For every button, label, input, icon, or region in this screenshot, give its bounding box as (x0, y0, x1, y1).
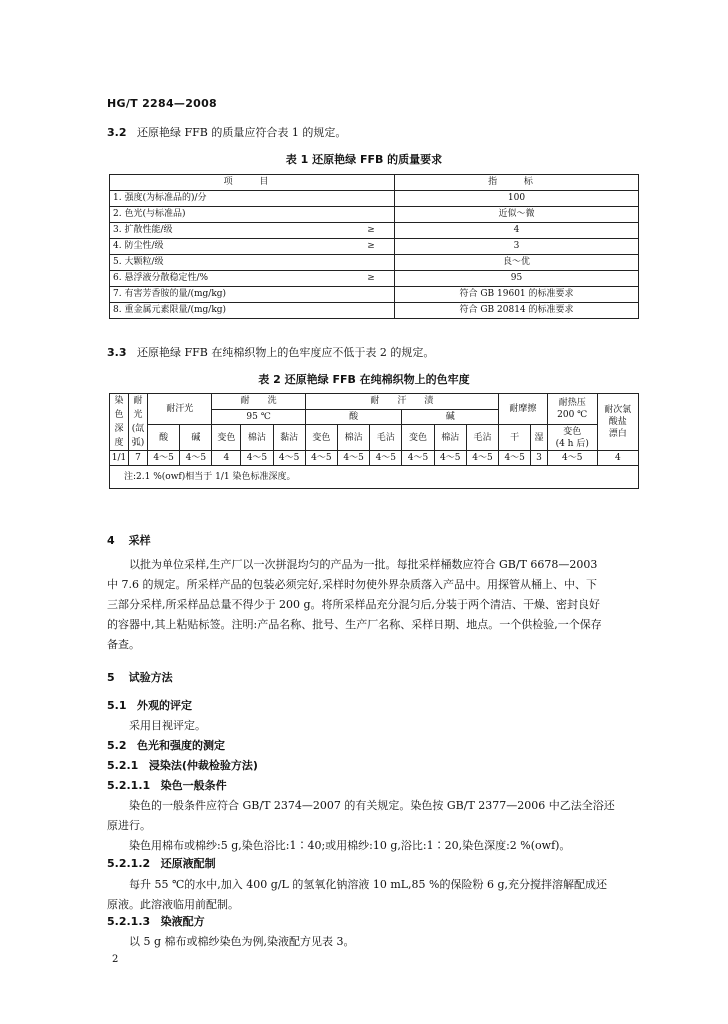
header-rubbing: 耐摩擦 (499, 394, 548, 425)
sub-header: 毛沾 (370, 425, 402, 451)
table-row (110, 451, 639, 466)
clause-text: 还原艳绿 FFB 的质量应符合表 1 的规定。 (137, 126, 347, 139)
row-value: 符合 GB 20814 的标准要求 (395, 303, 639, 319)
clause-number: 5.2.1.3 (107, 915, 151, 928)
row-operator (348, 255, 395, 271)
table-header-row (110, 175, 639, 191)
value-cell: 4～5 (241, 451, 273, 466)
section-title: 采样 (128, 534, 151, 547)
clause-number: 5.2 (107, 739, 127, 752)
table-header-row (110, 425, 639, 451)
sub-header: 变色 (402, 425, 434, 451)
table-row (110, 207, 639, 223)
value-cell: 4～5 (402, 451, 434, 466)
row-value: 良～优 (395, 255, 639, 271)
clause-title: 染液配方 (160, 915, 205, 928)
row-item: 8. 重金属元素限量/(mg/kg) (110, 303, 349, 319)
section-title: 试验方法 (128, 671, 173, 684)
clause-3-2 (107, 126, 346, 140)
value-cell: 4～5 (273, 451, 305, 466)
header-light-line: 耐 (133, 396, 143, 406)
value-cell: 4～5 (148, 451, 180, 466)
table-row (110, 271, 639, 287)
clause-number: 5.2.1 (107, 759, 139, 772)
sub-header: 变色 (305, 425, 337, 451)
value-cell: 7 (129, 451, 148, 466)
section-number: 4 (107, 534, 115, 547)
body-line: 原液。此溶液临用前配制。 (107, 898, 239, 911)
clause-5-1 (107, 699, 192, 713)
clause-number: 3.2 (107, 126, 127, 139)
header-chlorine-line: 漂白 (608, 429, 627, 439)
body-line: 中 7.6 的规定。所采样产品的包装必须完好,采样时勿使外界杂质落入产品中。用探管从桶上、中、下 (107, 578, 597, 591)
header-chlorine-line: 酸盐 (608, 417, 627, 427)
value-cell: 4 (597, 451, 638, 466)
clause-5-2-1-1-body (107, 796, 641, 856)
clause-title: 色光和强度的测定 (137, 739, 225, 752)
body-line: 以批为单位采样,生产厂以一次拼混均匀的产品为一批。每批采样桶数应符合 GB/T 6678—2003 (129, 558, 598, 571)
header-hot-press (547, 394, 597, 425)
section-number: 5 (107, 671, 115, 684)
value-cell: 4～5 (547, 451, 597, 466)
table-row (110, 191, 639, 207)
header-hot-line: 200 ℃ (557, 410, 588, 421)
header-acid: 酸 (305, 409, 402, 425)
table-header-row (110, 394, 639, 410)
row-item: 2. 色光(与标准品) (110, 207, 349, 223)
sub-header: 棉沾 (337, 425, 369, 451)
clause-text: 还原艳绿 FFB 在纯棉织物上的色牢度应不低于表 2 的规定。 (137, 346, 435, 359)
body-line: 三部分采样,所采样品总量不得少于 200 g。将所采样品充分混匀后,分装于两个清洁、干燥、密封良好 (107, 598, 601, 611)
clause-title: 还原液配制 (160, 857, 216, 870)
section-5-heading (107, 671, 173, 685)
table-note: 注:2.1 %(owf)相当于 1/1 染色标准深度。 (110, 466, 639, 489)
row-value: 3 (395, 239, 639, 255)
value-cell: 3 (531, 451, 548, 466)
header-index: 指 标 (395, 175, 639, 191)
clause-5-2-1-3-text: 以 5 g 棉布或棉纱染色为例,染液配方见表 3。 (129, 935, 355, 948)
clause-5-2-1-1 (107, 779, 227, 793)
clause-number: 3.3 (107, 346, 127, 359)
header-depth (110, 394, 129, 451)
value-cell: 4 (212, 451, 241, 466)
clause-number: 5.2.1.2 (107, 857, 151, 870)
clause-number: 5.1 (107, 699, 127, 712)
clause-title: 染色一般条件 (160, 779, 227, 792)
header-chlorine (597, 394, 638, 451)
clause-title: 外观的评定 (137, 699, 192, 712)
clause-title: 浸染法(仲裁检验方法) (148, 759, 258, 772)
header-depth-line: 深 (114, 424, 124, 434)
sub-header: 酸 (148, 425, 180, 451)
row-value: 近似～微 (395, 207, 639, 223)
value-cell: 4～5 (466, 451, 498, 466)
header-chlorine-line: 耐次氯 (604, 405, 632, 415)
header-hot-line: 耐热压 (558, 398, 586, 409)
standard-header: HG/T 2284—2008 (107, 97, 218, 110)
table-note-row (110, 466, 639, 489)
header-depth-line: 度 (114, 438, 124, 448)
row-operator: ≥ (348, 239, 395, 255)
section-4-body (107, 555, 641, 655)
clause-5-2-1-3 (107, 915, 205, 929)
sub-header: 碱 (180, 425, 212, 451)
header-light-line: 光 (133, 410, 143, 420)
row-operator (348, 207, 395, 223)
table-row (110, 239, 639, 255)
table-row (110, 287, 639, 303)
value-cell: 4～5 (370, 451, 402, 466)
header-sweat-light: 耐汗光 (148, 394, 212, 425)
header-wash: 耐 洗 (212, 394, 305, 410)
row-item: 4. 防尘性/级 (110, 239, 349, 255)
header-light-line: (氙 (131, 424, 145, 434)
row-operator (348, 191, 395, 207)
sub-header: 变色 (212, 425, 241, 451)
clause-5-2-1-2 (107, 857, 216, 871)
body-line: 每升 55 ℃的水中,加入 400 g/L 的氢氧化钠溶液 10 mL,85 %的保险粉 6 g,充分搅拌溶解配成还 (129, 878, 608, 891)
sub-header: 湿 (531, 425, 548, 451)
header-wash-temp: 95 ℃ (212, 409, 305, 425)
row-operator: ≥ (348, 223, 395, 239)
row-item: 3. 扩散性能/级 (110, 223, 349, 239)
table-row (110, 303, 639, 319)
body-line: 染色用棉布或棉纱:5 g,染色浴比:1∶40;或用棉纱:10 g,浴比:1∶20,染色深度:2 %(owf)。 (129, 839, 571, 852)
table2-color-fastness (109, 393, 639, 489)
header-alkali: 碱 (402, 409, 499, 425)
header-light (129, 394, 148, 451)
table1-caption: 表 1 还原艳绿 FFB 的质量要求 (285, 153, 443, 166)
row-operator: ≥ (348, 271, 395, 287)
row-operator (348, 303, 395, 319)
table1-quality-requirements (109, 174, 639, 319)
value-cell: 4～5 (434, 451, 466, 466)
table2-caption: 表 2 还原艳绿 FFB 在纯棉织物上的色牢度 (258, 373, 470, 386)
clause-5-2-1-2-body (107, 875, 641, 915)
sub-header: 棉沾 (241, 425, 273, 451)
clause-3-3 (107, 346, 434, 360)
section-4-heading (107, 534, 151, 548)
sub-header: 棉沾 (434, 425, 466, 451)
row-item: 1. 强度(为标准品的)/分 (110, 191, 349, 207)
header-item: 项 目 (110, 175, 395, 191)
table-row (110, 223, 639, 239)
sub-header: 黏沾 (273, 425, 305, 451)
header-light-line: 弧) (131, 438, 145, 448)
header-depth-line: 染 (114, 396, 124, 406)
row-value: 100 (395, 191, 639, 207)
sub-header-hot-line: 变色 (563, 426, 582, 437)
row-item: 5. 大颗粒/级 (110, 255, 349, 271)
row-value: 4 (395, 223, 639, 239)
header-perspiration: 耐 汗 渍 (305, 394, 498, 410)
row-value: 符合 GB 19601 的标准要求 (395, 287, 639, 303)
clause-5-2 (107, 739, 225, 753)
sub-header: 干 (499, 425, 531, 451)
value-cell: 1/1 (110, 451, 129, 466)
value-cell: 4～5 (337, 451, 369, 466)
value-cell: 4～5 (180, 451, 212, 466)
clause-number: 5.2.1.1 (107, 779, 151, 792)
body-line: 的容器中,其上粘贴标签。注明:产品名称、批号、生产厂名称、采样日期、地点。一个供检验,一个保存 (107, 618, 602, 631)
sub-header-hot-line: (4 h 后) (555, 438, 589, 449)
header-depth-line: 色 (114, 410, 124, 420)
value-cell: 4～5 (499, 451, 531, 466)
row-item: 6. 悬浮液分散稳定性/% (110, 271, 349, 287)
sub-header (547, 425, 597, 451)
table-row (110, 255, 639, 271)
row-item: 7. 有害芳香胺的量/(mg/kg) (110, 287, 349, 303)
clause-5-2-1 (107, 759, 258, 773)
body-line: 染色的一般条件应符合 GB/T 2374—2007 的有关规定。染色按 GB/T 2377—2006 中乙法全浴还 (129, 799, 615, 812)
row-operator (348, 287, 395, 303)
sub-header: 毛沾 (466, 425, 498, 451)
body-line: 备查。 (107, 638, 140, 651)
body-line: 原进行。 (107, 819, 151, 832)
clause-5-1-text: 采用目视评定。 (129, 719, 206, 732)
page-number: 2 (112, 954, 119, 965)
row-value: 95 (395, 271, 639, 287)
value-cell: 4～5 (305, 451, 337, 466)
